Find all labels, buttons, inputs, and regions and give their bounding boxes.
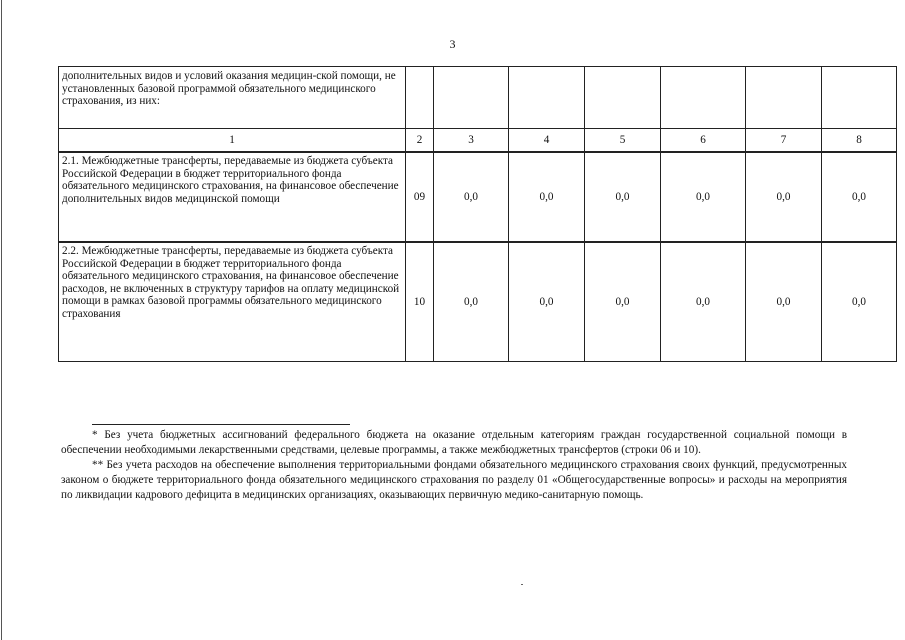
row-value: 0,0 xyxy=(585,152,661,242)
footnotes xyxy=(61,428,847,503)
table-cell xyxy=(406,67,434,129)
table-cell xyxy=(585,67,661,129)
row-description: 2.2. Межбюджетные трансферты, передаваемые из бюджета субъекта Российской Федерации в бюджет территориального фонда обязательного медицинского страхования, на финансовое обеспечение расходов, не включенных в структуру тарифов на оплату медицинской помощи в рамках базовой программы обязательного медицинского страхования xyxy=(59,242,406,362)
table-row xyxy=(59,152,897,242)
row-value: 0,0 xyxy=(509,152,585,242)
column-number: 6 xyxy=(661,129,746,153)
footnote-separator xyxy=(92,424,350,425)
column-number: 5 xyxy=(585,129,661,153)
row-value: 0,0 xyxy=(822,242,897,362)
row-code: 09 xyxy=(406,152,434,242)
table-cell xyxy=(434,67,509,129)
row-value: 0,0 xyxy=(434,152,509,242)
row-value: 0,0 xyxy=(661,152,746,242)
table-row xyxy=(59,242,897,362)
table-cell xyxy=(746,67,822,129)
continuation-text: дополнительных видов и условий оказания медицин-ской помощи, не установленных базовой программой обязательного медицинского страхования, из них: xyxy=(59,67,406,129)
column-number: 1 xyxy=(59,129,406,153)
table-cell xyxy=(661,67,746,129)
budget-table xyxy=(58,66,897,362)
column-number: 8 xyxy=(822,129,897,153)
footnote-2: ** Без учета расходов на обеспечение выполнения территориальными фондами обязательного медицинского страхования своих функций, предусмотренных законом о бюджете территориального фонда обязательного медицинского страхования по разделу 01 «Общегосударственные вопросы» и расходы на мероприятия по ликвидации кадрового дефицита в медицинских организациях, оказывающих первичную медико-санитарную помощь. xyxy=(61,459,847,501)
column-number: 4 xyxy=(509,129,585,153)
page-number: 3 xyxy=(449,37,456,51)
column-number: 7 xyxy=(746,129,822,153)
table-cell xyxy=(509,67,585,129)
footnote-1: * Без учета бюджетных ассигнований федерального бюджета на оказание отдельным категориям граждан государственной социальной помощи в обеспечении необходимыми лекарственными средствами, целевые программы, а также межбюджетных трансфертов (строки 06 и 10). xyxy=(61,429,847,456)
row-value: 0,0 xyxy=(822,152,897,242)
column-number-row xyxy=(59,129,897,153)
row-value: 0,0 xyxy=(434,242,509,362)
row-value: 0,0 xyxy=(746,152,822,242)
scan-speck xyxy=(521,584,523,585)
row-value: 0,0 xyxy=(746,242,822,362)
table-continuation-row xyxy=(59,67,897,129)
row-value: 0,0 xyxy=(585,242,661,362)
row-code: 10 xyxy=(406,242,434,362)
row-value: 0,0 xyxy=(509,242,585,362)
column-number: 2 xyxy=(406,129,434,153)
column-number: 3 xyxy=(434,129,509,153)
scan-left-edge xyxy=(1,0,2,640)
row-value: 0,0 xyxy=(661,242,746,362)
row-description: 2.1. Межбюджетные трансферты, передаваемые из бюджета субъекта Российской Федерации в бюджет территориального фонда обязательного медицинского страхования, на финансовое обеспечение дополнительных видов медицинской помощи xyxy=(59,152,406,242)
table-cell xyxy=(822,67,897,129)
